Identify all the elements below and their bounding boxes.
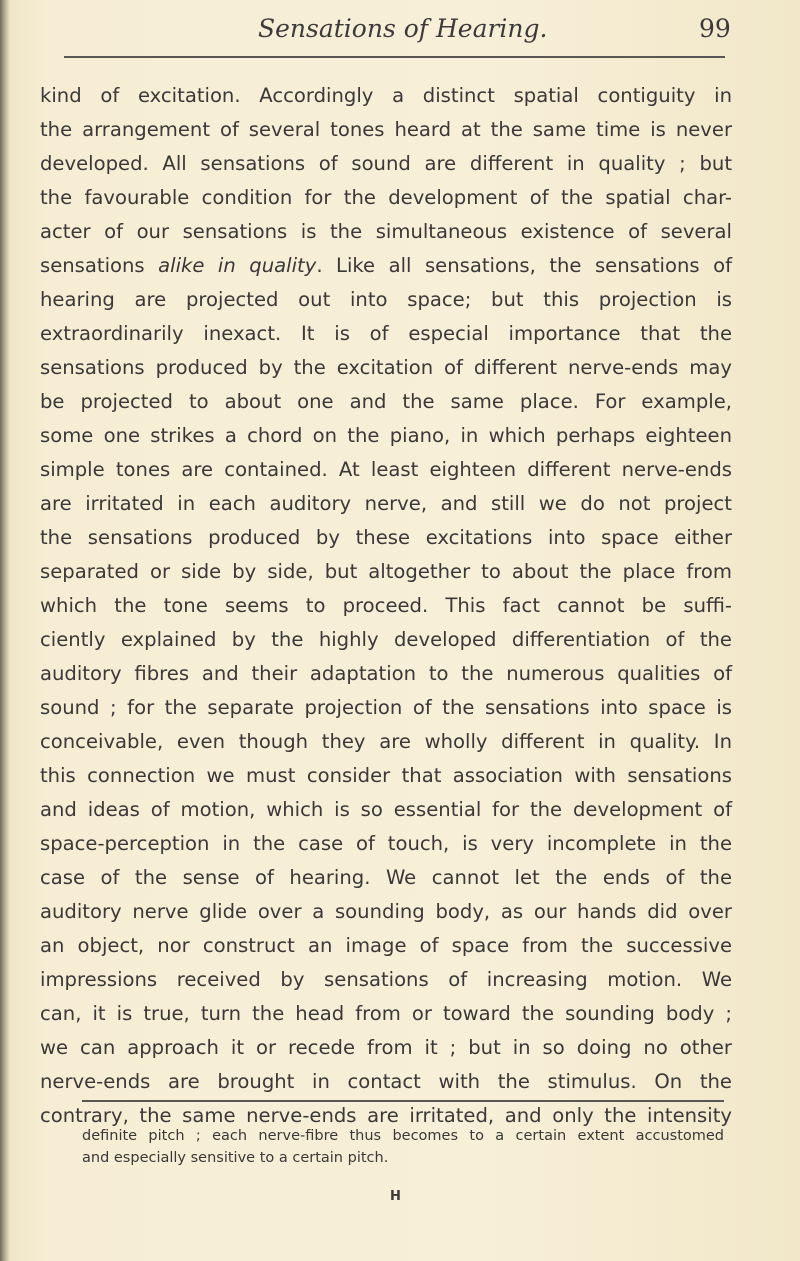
text-line: can, it is true, turn the head from or toward the sounding body ; bbox=[40, 1002, 732, 1025]
text-line: case of the sense of hearing. We cannot let the ends of the bbox=[40, 866, 732, 889]
text-line: nerve-ends are brought in contact with the stimulus. On the bbox=[40, 1070, 732, 1093]
text-segment: sensations bbox=[40, 254, 159, 277]
text-line: sensations produced by the excitation of different nerve-ends may bbox=[40, 356, 732, 379]
text-line: we can approach it or recede from it ; but in so doing no other bbox=[40, 1036, 732, 1059]
binding-shadow bbox=[0, 0, 10, 1261]
footnote-rule bbox=[82, 1100, 724, 1102]
text-line: conceivable, even though they are wholly different in quality. In bbox=[40, 730, 732, 753]
running-title: Sensations of Hearing. bbox=[258, 14, 548, 43]
signature-mark: H bbox=[390, 1189, 401, 1204]
text-line: contrary, the same nerve-ends are irritated, and only the intensity bbox=[40, 1104, 732, 1127]
text-line: be projected to about one and the same place. For example, bbox=[40, 390, 732, 413]
text-line: which the tone seems to proceed. This fact cannot be suffi- bbox=[40, 594, 732, 617]
text-line: some one strikes a chord on the piano, in which perhaps eighteen bbox=[40, 424, 732, 447]
italic-phrase: alike in quality bbox=[158, 254, 317, 277]
text-line: auditory nerve glide over a sounding body, as our hands did over bbox=[40, 900, 732, 923]
page-number: 99 bbox=[699, 14, 731, 43]
text-line: auditory fibres and their adaptation to the numerous qualities of bbox=[40, 662, 732, 685]
text-line bbox=[40, 249, 732, 283]
text-line: separated or side by side, but altogether to about the place from bbox=[40, 560, 732, 583]
body-text bbox=[40, 79, 732, 1133]
text-line: impressions received by sensations of increasing motion. We bbox=[40, 968, 732, 991]
text-line: the favourable condition for the development of the spatial char- bbox=[40, 186, 732, 209]
text-line: acter of our sensations is the simultaneous existence of several bbox=[40, 220, 732, 243]
text-line: kind of excitation. Accordingly a distinct spatial contiguity in bbox=[40, 84, 732, 107]
text-line: are irritated in each auditory nerve, and still we do not project bbox=[40, 492, 732, 515]
text-line: and ideas of motion, which is so essential for the development of bbox=[40, 798, 732, 821]
footnote-line: and especially sensitive to a certain pitch. bbox=[82, 1150, 389, 1166]
text-line: extraordinarily inexact. It is of especial importance that the bbox=[40, 322, 732, 345]
text-line: developed. All sensations of sound are different in quality ; but bbox=[40, 152, 732, 175]
footnote-line: definite pitch ; each nerve-fibre thus becomes to a certain extent accustomed bbox=[82, 1128, 724, 1144]
text-line: an object, nor construct an image of space from the successive bbox=[40, 934, 732, 957]
text-line: the arrangement of several tones heard at the same time is never bbox=[40, 118, 732, 141]
text-segment: . Like all sensations, the sensations of bbox=[316, 254, 732, 277]
text-line: this connection we must consider that association with sensations bbox=[40, 764, 732, 787]
text-line: sound ; for the separate projection of the sensations into space is bbox=[40, 696, 732, 719]
text-line: the sensations produced by these excitations into space either bbox=[40, 526, 732, 549]
text-line: hearing are projected out into space; but this projection is bbox=[40, 288, 732, 311]
text-line: ciently explained by the highly developed differentiation of the bbox=[40, 628, 732, 651]
text-line: simple tones are contained. At least eighteen different nerve-ends bbox=[40, 458, 732, 481]
page-header bbox=[0, 14, 800, 54]
footnote bbox=[82, 1125, 724, 1169]
header-rule bbox=[64, 56, 725, 58]
text-line: space-perception in the case of touch, is very incomplete in the bbox=[40, 832, 732, 855]
